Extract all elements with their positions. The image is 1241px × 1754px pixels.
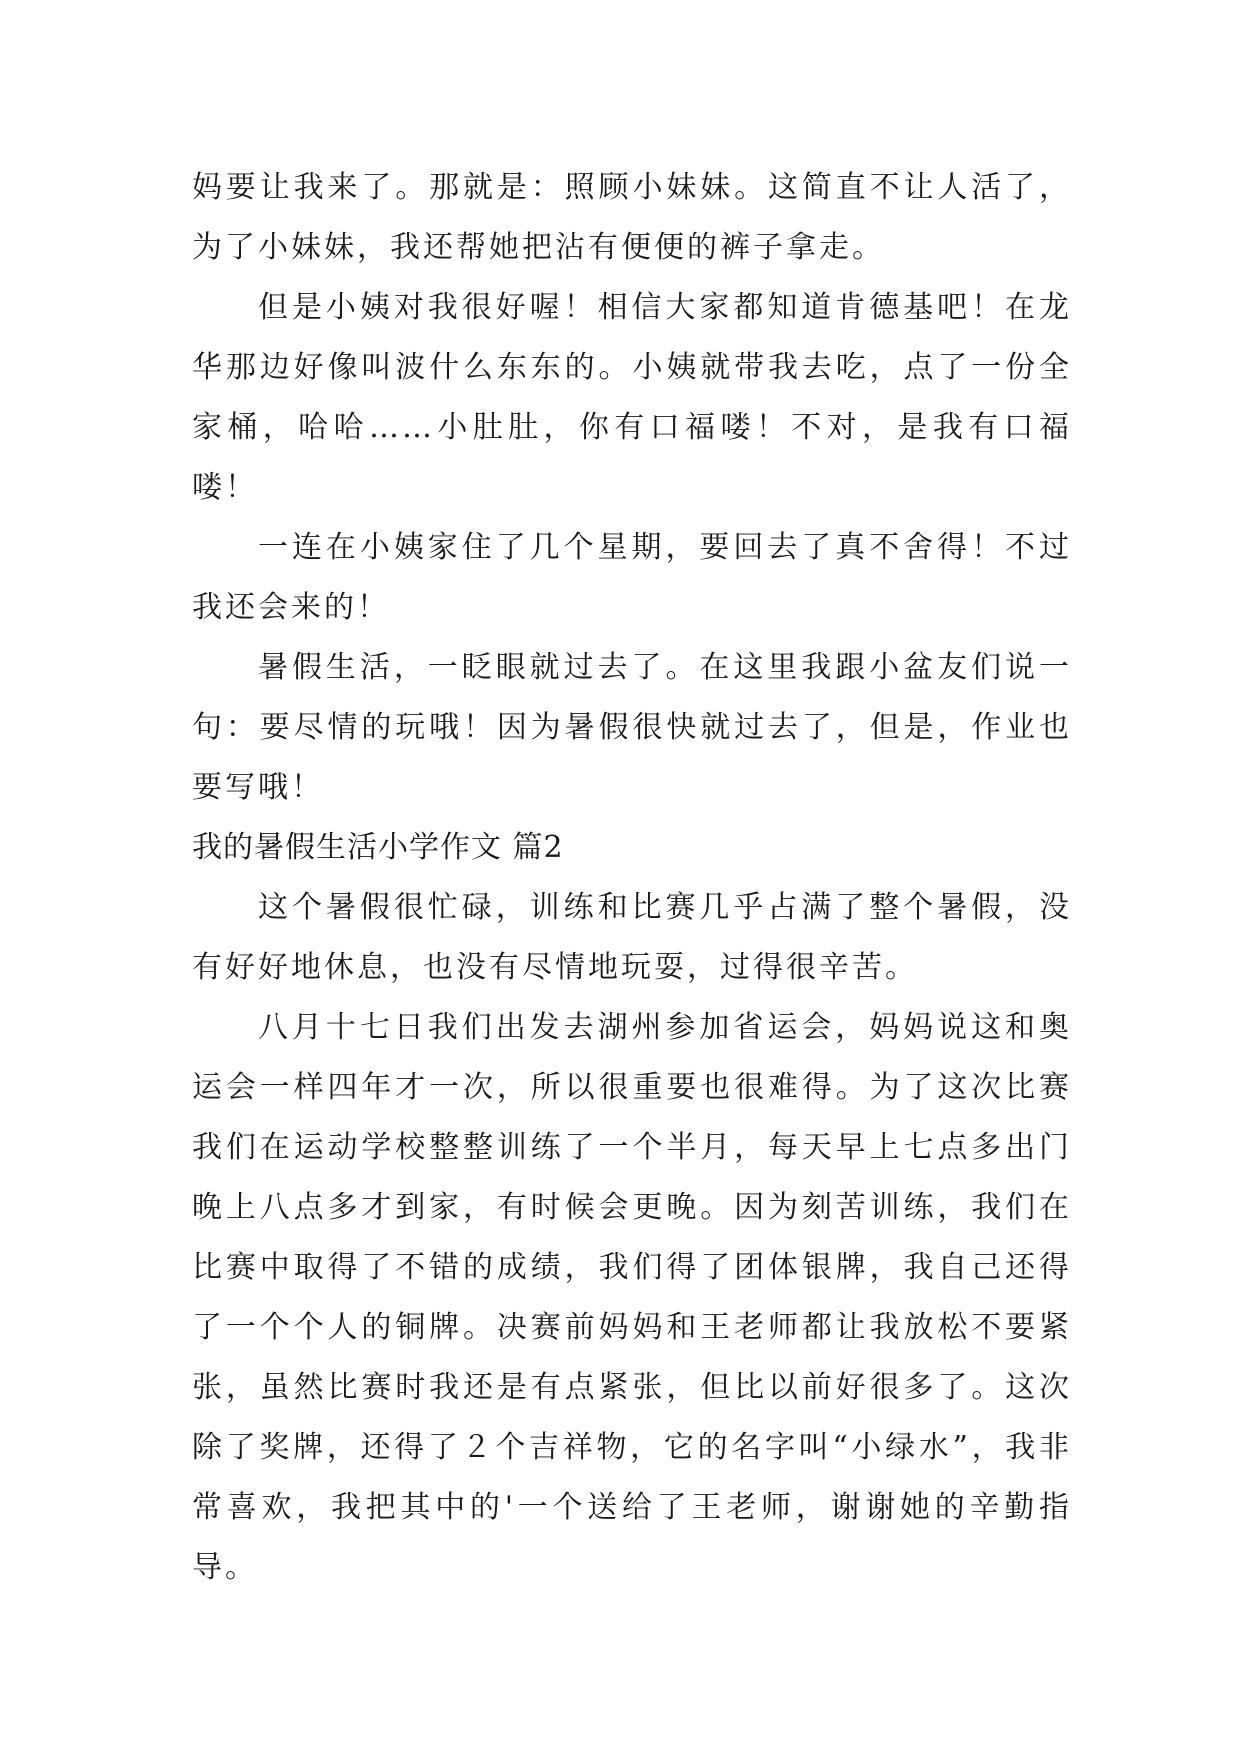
paragraph: 这个暑假很忙碌，训练和比赛几乎占满了整个暑假，没有好好地休息，也没有尽情地玩耍，过得很辛苦。 (192, 890, 1072, 985)
paragraph: 但是小姨对我很好喔！相信大家都知道肯德基吧！在龙华那边好像叫波什么东东的。小姨就带我去吃，点了一份全家桶，哈哈……小肚肚，你有口福喽！不对，是我有口福喽！ (192, 290, 1072, 505)
document-body (192, 158, 1072, 1598)
paragraph: 暑假生活，一眨眼就过去了。在这里我跟小盆友们说一句：要尽情的玩哦！因为暑假很快就过去了，但是，作业也要写哦！ (192, 650, 1072, 805)
paragraph: 一连在小姨家住了几个星期，要回去了真不舍得！不过我还会来的！ (192, 530, 1072, 625)
paragraph: 八月十七日我们出发去湖州参加省运会，妈妈说这和奥运会一样四年才一次，所以很重要也很难得。为了这次比赛我们在运动学校整整训练了一个半月，每天早上七点多出门晚上八点多才到家，有时候会更晚。因为刻苦训练，我们在比赛中取得了不错的成绩，我们得了团体银牌，我自己还得了一个个人的铜牌。决赛前妈妈和王老师都让我放松不要紧张，虽然比赛时我还是有点紧张，但比以前好很多了。这次除了奖牌，还得了２个吉祥物，它的名字叫“小绿水”，我非常喜欢，我把其中的'一个送给了王老师，谢谢她的辛勤指导。 (192, 1010, 1072, 1585)
section-heading: 我的暑假生活小学作文 篇2 (192, 830, 564, 865)
paragraph: 妈要让我来了。那就是：照顾小妹妹。这简直不让人活了，为了小妹妹，我还帮她把沾有便便的裤子拿走。 (192, 170, 1072, 265)
